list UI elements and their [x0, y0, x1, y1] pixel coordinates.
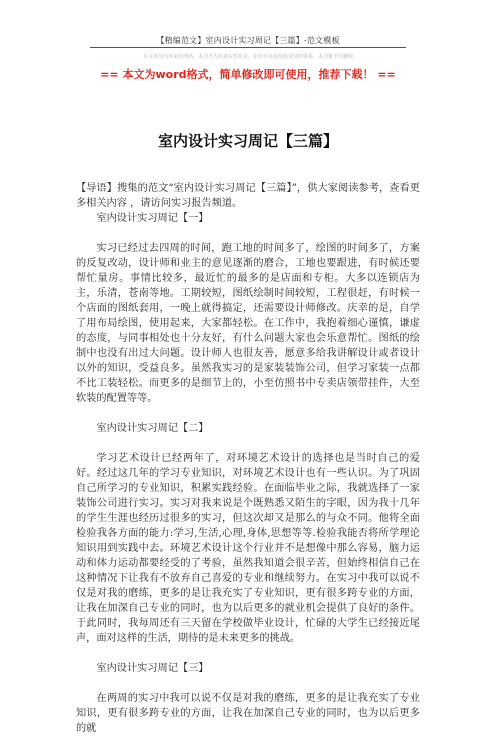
spacer [76, 436, 420, 451]
header-divider [90, 47, 406, 48]
download-banner: == 本文为word格式，简单修改即可使用，推荐下载！ == [100, 68, 396, 81]
section-body-3: 在两周的实习中我可以说不仅是对我的磨练，更多的是让我充实了专业知识，更有很多跨专业的方面，让我在加深自己专业的同时，也为以后更多的就 [76, 693, 420, 734]
page-header: 【精编范文】室内设计实习周记【三篇】-范文模板 [156, 36, 340, 45]
spacer [76, 406, 420, 421]
section-heading-2: 室内设计实习周记【二】 [96, 423, 209, 434]
section-heading-3: 室内设计实习周记【三】 [96, 663, 209, 674]
section-heading-1: 室内设计实习周记【一】 [96, 213, 209, 224]
spacer [76, 676, 420, 691]
spacer [76, 226, 420, 241]
disclaimer-text: 本文部分内容来自网络，本司不为其真实性负责，如有异议或侵权请及时联系，本司将予以删除 [142, 54, 353, 60]
document-title: 室内设计实习周记【三篇】 [157, 132, 338, 150]
intro-paragraph: 【导语】搜集的范文“室内设计实习周记【三篇】”，供大家阅读参考，查看更多相关内容 ，请访问实习报告频道。 [76, 183, 420, 209]
section-body-1: 实习已经过去四周的时间，跑工地的时间多了，绘图的时间多了，方案的反复改动，设计师和业主的意见逐渐的磨合，工地也要跟进，有时候还要帮忙量房。事情比较多，最近忙的最多的是店面和专柜。大多以连锁店为主，乐清，苍南等地。工期较短，图纸绘制时间较短，工程很赶，有时候一个店面的图纸套用，一晚上就得搞定，还需要设计师修改。庆幸的是，自学了用布局绘图，使用起来，大家都轻松。在工作中，我抱着细心谨慎，谦虚的态度，与同事相处也十分友好，有什么问题大家也会乐意帮忙。图纸的绘制中也没有出过大问题。设计师人也很友善，愿意多给我讲解设计或者设计以外的知识，受益良多。虽然我实习的是家装装饰公司，但学习家装一点都不比工装轻松。而更多的是细节上的，小至仿照书中专卖店领带挂件，大至软装的配置等等。 [76, 243, 420, 404]
section-body-2: 学习艺术设计已经两年了，对环境艺术设计的选择也是当时自己的爱好。经过这几年的学习专业知识，对环境艺术设计也有一些认识。为了巩固自己所学习的专业知识，积累实践经验。在面临毕业之际，我就选择了一家装饰公司进行实习。实习对我来说是个既熟悉又陌生的字眼，因为我十几年的学生生涯也经历过很多的实习，但这次却又是那么的与众不同。他将全面检验我各方面的能力:学习,生活,心理,身体,思想等等.检验我能否将所学理论知识用到实践中去。环境艺术设计这个行业并不是想像中那么容易，脑力运动和体力运动都要经受的了考验，虽然我知道会很辛苦，但始终相信自己在这种情况下让我有不放弃自己喜爱的专业和继续努力。在实习中我可以说不仅是对我的磨练，更多的是让我充实了专业知识，更有很多跨专业的方面，让我在加深自己专业的同时，也为以后更多的就业机会提供了良好的条件。于此同时，我每周还有三天留在学校做毕业设计，忙碌的大学生已经接近尾声，面对这样的生活，期待的是未来更多的挑战。 [76, 453, 420, 644]
document-body [76, 181, 420, 736]
spacer [76, 646, 420, 661]
